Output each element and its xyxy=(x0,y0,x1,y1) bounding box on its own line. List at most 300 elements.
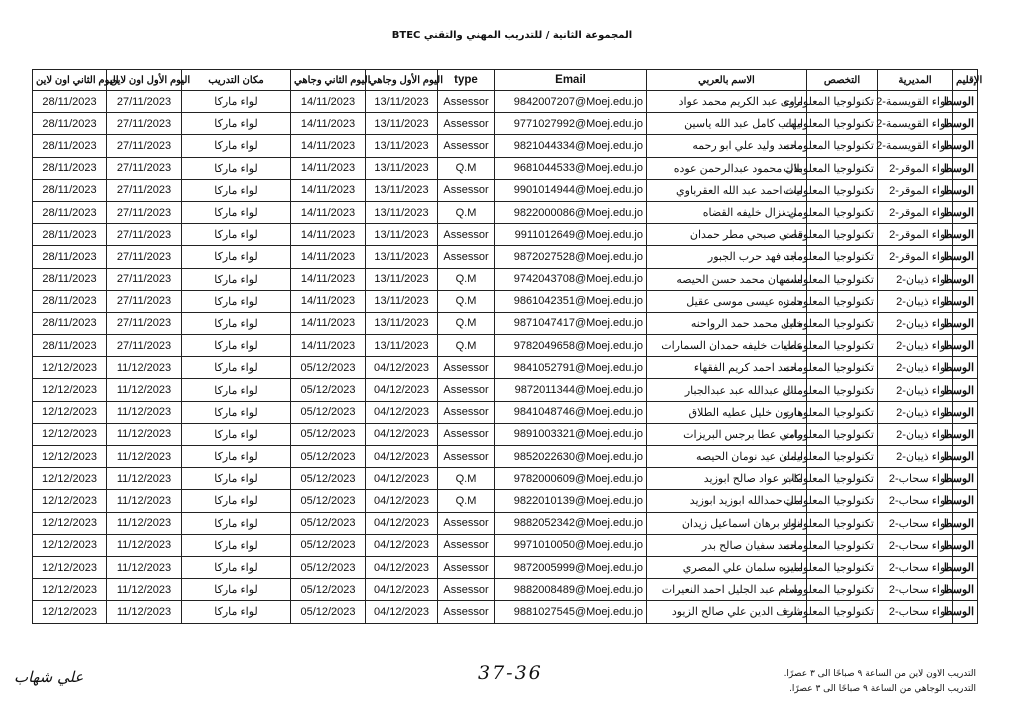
cell-directorate: لواء الموقر-2 xyxy=(878,224,953,246)
cell-training-place: لواء ماركا xyxy=(182,335,291,357)
cell-email: 9971010050@Moej.edu.jo xyxy=(495,534,647,556)
cell-region: الوسط xyxy=(953,179,978,201)
cell-directorate: لواء ذيبان-2 xyxy=(878,268,953,290)
cell-day1-f2f: 04/12/2023 xyxy=(366,357,438,379)
cell-name: حمزه عيسى موسى عقيل xyxy=(647,290,807,312)
cell-day1-online: 27/11/2023 xyxy=(107,224,182,246)
cell-directorate: لواء الموقر-2 xyxy=(878,179,953,201)
col-header-email: Email xyxy=(495,70,647,91)
cell-day2-online: 28/11/2023 xyxy=(33,246,107,268)
cell-type: Assessor xyxy=(438,556,495,578)
cell-day1-f2f: 13/11/2023 xyxy=(366,268,438,290)
cell-directorate: لواء ذيبان-2 xyxy=(878,290,953,312)
cell-specialization: تكنولوجيا المعلومات xyxy=(807,512,878,534)
cell-day2-f2f: 05/12/2023 xyxy=(291,534,366,556)
cell-day1-online: 11/12/2023 xyxy=(107,512,182,534)
cell-day1-f2f: 04/12/2023 xyxy=(366,556,438,578)
cell-type: Assessor xyxy=(438,246,495,268)
cell-training-place: لواء ماركا xyxy=(182,579,291,601)
cell-email: 9911012649@Moej.edu.jo xyxy=(495,224,647,246)
cell-specialization: تكنولوجيا المعلومات xyxy=(807,335,878,357)
cell-day1-online: 27/11/2023 xyxy=(107,157,182,179)
cell-email: 9861042351@Moej.edu.jo xyxy=(495,290,647,312)
cell-day2-f2f: 14/11/2023 xyxy=(291,157,366,179)
cell-directorate: لواء الموقر-2 xyxy=(878,157,953,179)
cell-training-place: لواء ماركا xyxy=(182,468,291,490)
table-row xyxy=(33,224,978,246)
cell-day2-f2f: 05/12/2023 xyxy=(291,446,366,468)
cell-day2-online: 28/11/2023 xyxy=(33,201,107,223)
cell-type: Assessor xyxy=(438,91,495,113)
cell-name: ليث احمد عبد الله العقرباوي xyxy=(647,179,807,201)
cell-name: رامي عطا برجس البريزات xyxy=(647,423,807,445)
cell-specialization: تكنولوجيا المعلومات xyxy=(807,312,878,334)
cell-type: Q.M xyxy=(438,335,495,357)
cell-email: 9872011344@Moej.edu.jo xyxy=(495,379,647,401)
cell-specialization: تكنولوجيا المعلومات xyxy=(807,446,878,468)
cell-type: Q.M xyxy=(438,490,495,512)
cell-day1-online: 27/11/2023 xyxy=(107,246,182,268)
cell-region: الوسط xyxy=(953,601,978,623)
cell-specialization: تكنولوجيا المعلومات xyxy=(807,401,878,423)
cell-day1-online: 27/11/2023 xyxy=(107,312,182,334)
table-row xyxy=(33,157,978,179)
cell-training-place: لواء ماركا xyxy=(182,312,291,334)
cell-day2-online: 12/12/2023 xyxy=(33,490,107,512)
col-header-directorate: المديرية xyxy=(878,70,953,91)
cell-day2-f2f: 05/12/2023 xyxy=(291,379,366,401)
cell-day2-online: 12/12/2023 xyxy=(33,556,107,578)
cell-name: منال عبدالله عبد عبدالجبار xyxy=(647,379,807,401)
cell-directorate: لواء ذيبان-2 xyxy=(878,401,953,423)
cell-region: الوسط xyxy=(953,91,978,113)
document-title: المجموعة الثانية / للتدريب المهني والتقني BTEC xyxy=(391,30,633,41)
cell-day1-online: 11/12/2023 xyxy=(107,601,182,623)
cell-directorate: لواء سحاب-2 xyxy=(878,556,953,578)
table-row xyxy=(33,601,978,623)
cell-email: 9871047417@Moej.edu.jo xyxy=(495,312,647,334)
cell-training-place: لواء ماركا xyxy=(182,179,291,201)
cell-training-place: لواء ماركا xyxy=(182,601,291,623)
cell-day2-f2f: 05/12/2023 xyxy=(291,468,366,490)
cell-day1-f2f: 13/11/2023 xyxy=(366,290,438,312)
cell-directorate: لواء سحاب-2 xyxy=(878,512,953,534)
cell-day1-online: 27/11/2023 xyxy=(107,290,182,312)
note-f2f-hours: التدريب الوجاهي من الساعة ٩ صباحًا الى ٣ عصرًا. xyxy=(789,684,976,694)
cell-specialization: تكنولوجيا المعلومات xyxy=(807,135,878,157)
cell-type: Assessor xyxy=(438,423,495,445)
cell-type: Assessor xyxy=(438,224,495,246)
cell-specialization: تكنولوجيا المعلومات xyxy=(807,224,878,246)
cell-day2-f2f: 05/12/2023 xyxy=(291,579,366,601)
cell-day2-online: 28/11/2023 xyxy=(33,113,107,135)
cell-day1-f2f: 13/11/2023 xyxy=(366,179,438,201)
cell-region: الوسط xyxy=(953,423,978,445)
footer-notes xyxy=(784,667,976,697)
cell-day2-f2f: 05/12/2023 xyxy=(291,357,366,379)
cell-specialization: تكنولوجيا المعلومات xyxy=(807,268,878,290)
table-row xyxy=(33,423,978,445)
cell-training-place: لواء ماركا xyxy=(182,113,291,135)
cell-name: محمد سفيان صالح بدر xyxy=(647,534,807,556)
cell-training-place: لواء ماركا xyxy=(182,379,291,401)
cell-training-place: لواء ماركا xyxy=(182,157,291,179)
cell-day2-f2f: 14/11/2023 xyxy=(291,201,366,223)
cell-day1-f2f: 13/11/2023 xyxy=(366,335,438,357)
cell-directorate: لواء الموقر-2 xyxy=(878,246,953,268)
cell-day2-f2f: 05/12/2023 xyxy=(291,556,366,578)
cell-email: 9681044533@Moej.edu.jo xyxy=(495,157,647,179)
cell-type: Assessor xyxy=(438,534,495,556)
col-header-name: الاسم بالعربي xyxy=(647,70,807,91)
cell-training-place: لواء ماركا xyxy=(182,446,291,468)
table-header-row xyxy=(33,70,978,91)
cell-day2-online: 28/11/2023 xyxy=(33,335,107,357)
cell-day1-online: 11/12/2023 xyxy=(107,379,182,401)
cell-day2-online: 28/11/2023 xyxy=(33,268,107,290)
cell-email: 9842007207@Moej.edu.jo xyxy=(495,91,647,113)
cell-day1-f2f: 13/11/2023 xyxy=(366,91,438,113)
page-number: 37-36 xyxy=(478,662,543,684)
cell-email: 9771027992@Moej.edu.jo xyxy=(495,113,647,135)
cell-specialization: تكنولوجيا المعلومات xyxy=(807,290,878,312)
table-row xyxy=(33,290,978,312)
cell-name: ايهاب كامل عبد الله ياسين xyxy=(647,113,807,135)
table-row xyxy=(33,246,978,268)
table-row xyxy=(33,579,978,601)
cell-email: 9872027528@Moej.edu.jo xyxy=(495,246,647,268)
col-header-type: type xyxy=(438,70,495,91)
cell-day2-online: 12/12/2023 xyxy=(33,401,107,423)
cell-specialization: تكنولوجيا المعلومات xyxy=(807,157,878,179)
cell-directorate: لواء ذيبان-2 xyxy=(878,357,953,379)
cell-type: Assessor xyxy=(438,379,495,401)
table-row xyxy=(33,135,978,157)
cell-type: Assessor xyxy=(438,401,495,423)
cell-name: ايمان عيد نومان الحيصه xyxy=(647,446,807,468)
cell-day2-online: 28/11/2023 xyxy=(33,135,107,157)
cell-day1-f2f: 04/12/2023 xyxy=(366,401,438,423)
cell-region: الوسط xyxy=(953,379,978,401)
col-header-region: الإقليم xyxy=(953,70,978,91)
cell-region: الوسط xyxy=(953,335,978,357)
cell-type: Assessor xyxy=(438,179,495,201)
cell-training-place: لواء ماركا xyxy=(182,201,291,223)
cell-directorate: لواء سحاب-2 xyxy=(878,534,953,556)
cell-email: 9782000609@Moej.edu.jo xyxy=(495,468,647,490)
cell-name: اكابر عواد صالح ابوزيد xyxy=(647,468,807,490)
cell-day1-f2f: 13/11/2023 xyxy=(366,113,438,135)
cell-directorate: لواء ذيبان-2 xyxy=(878,312,953,334)
col-header-day1-online: اليوم الأول اون لاين xyxy=(107,70,182,91)
cell-type: Assessor xyxy=(438,446,495,468)
cell-region: الوسط xyxy=(953,113,978,135)
table-row xyxy=(33,556,978,578)
cell-name: مجد فهد حرب الجبور xyxy=(647,246,807,268)
cell-day2-online: 28/11/2023 xyxy=(33,157,107,179)
cell-training-place: لواء ماركا xyxy=(182,534,291,556)
cell-day2-online: 12/12/2023 xyxy=(33,423,107,445)
cell-name: هارون خليل عطيه الطلاق xyxy=(647,401,807,423)
cell-email: 9881027545@Moej.edu.jo xyxy=(495,601,647,623)
cell-email: 9901014944@Moej.edu.jo xyxy=(495,179,647,201)
cell-directorate: لواء القويسمة-2 xyxy=(878,91,953,113)
table-row xyxy=(33,312,978,334)
cell-region: الوسط xyxy=(953,312,978,334)
cell-specialization: تكنولوجيا المعلومات xyxy=(807,534,878,556)
note-online-hours: التدريب الاون لاين من الساعة ٩ صباحًا الى ٣ عصرًا. xyxy=(783,669,976,679)
cell-training-place: لواء ماركا xyxy=(182,290,291,312)
cell-directorate: لواء ذيبان-2 xyxy=(878,379,953,401)
cell-day1-online: 27/11/2023 xyxy=(107,335,182,357)
table-row xyxy=(33,201,978,223)
cell-region: الوسط xyxy=(953,512,978,534)
cell-day1-online: 11/12/2023 xyxy=(107,446,182,468)
cell-day1-f2f: 04/12/2023 xyxy=(366,468,438,490)
table-row xyxy=(33,91,978,113)
cell-region: الوسط xyxy=(953,246,978,268)
cell-name: عطيات خليفه حمدان السمارات xyxy=(647,335,807,357)
cell-day2-online: 12/12/2023 xyxy=(33,579,107,601)
cell-training-place: لواء ماركا xyxy=(182,357,291,379)
cell-region: الوسط xyxy=(953,446,978,468)
cell-directorate: لواء سحاب-2 xyxy=(878,490,953,512)
cell-day2-f2f: 14/11/2023 xyxy=(291,135,366,157)
cell-type: Assessor xyxy=(438,512,495,534)
cell-day2-online: 12/12/2023 xyxy=(33,446,107,468)
cell-directorate: لواء القويسمة-2 xyxy=(878,113,953,135)
cell-day1-f2f: 04/12/2023 xyxy=(366,446,438,468)
cell-specialization: تكنولوجيا المعلومات xyxy=(807,113,878,135)
cell-day1-online: 27/11/2023 xyxy=(107,91,182,113)
cell-day1-online: 11/12/2023 xyxy=(107,357,182,379)
cell-day2-online: 28/11/2023 xyxy=(33,224,107,246)
cell-region: الوسط xyxy=(953,468,978,490)
cell-day1-online: 11/12/2023 xyxy=(107,490,182,512)
cell-region: الوسط xyxy=(953,401,978,423)
cell-day2-online: 12/12/2023 xyxy=(33,379,107,401)
cell-day1-online: 27/11/2023 xyxy=(107,113,182,135)
cell-directorate: لواء سحاب-2 xyxy=(878,601,953,623)
cell-region: الوسط xyxy=(953,534,978,556)
cell-day1-f2f: 13/11/2023 xyxy=(366,224,438,246)
cell-name: مي نزال خليفه القضاه xyxy=(647,201,807,223)
cell-name: امل حمدالله ابوزيد ابوزيد xyxy=(647,490,807,512)
cell-day2-online: 28/11/2023 xyxy=(33,290,107,312)
cell-email: 9882008489@Moej.edu.jo xyxy=(495,579,647,601)
cell-name: انوار برهان اسماعيل زيدان xyxy=(647,512,807,534)
cell-day1-online: 11/12/2023 xyxy=(107,556,182,578)
cell-day2-f2f: 14/11/2023 xyxy=(291,290,366,312)
col-header-day2-online: اليوم الثاني اون لاين xyxy=(33,70,107,91)
cell-day2-f2f: 05/12/2023 xyxy=(291,490,366,512)
cell-day1-f2f: 13/11/2023 xyxy=(366,157,438,179)
table-row xyxy=(33,446,978,468)
cell-training-place: لواء ماركا xyxy=(182,91,291,113)
cell-day1-f2f: 13/11/2023 xyxy=(366,135,438,157)
cell-day2-online: 28/11/2023 xyxy=(33,91,107,113)
cell-directorate: لواء ذيبان-2 xyxy=(878,446,953,468)
cell-day1-online: 27/11/2023 xyxy=(107,135,182,157)
cell-name: قصي صبحي مطر حمدان xyxy=(647,224,807,246)
cell-day2-f2f: 05/12/2023 xyxy=(291,601,366,623)
cell-email: 9782049658@Moej.edu.jo xyxy=(495,335,647,357)
col-header-training-place: مكان التدريب xyxy=(182,70,291,91)
cell-region: الوسط xyxy=(953,490,978,512)
cell-email: 9882052342@Moej.edu.jo xyxy=(495,512,647,534)
table-row xyxy=(33,401,978,423)
cell-type: Assessor xyxy=(438,113,495,135)
cell-day2-f2f: 14/11/2023 xyxy=(291,312,366,334)
cell-day1-online: 11/12/2023 xyxy=(107,468,182,490)
cell-type: Q.M xyxy=(438,290,495,312)
cell-day1-f2f: 13/11/2023 xyxy=(366,312,438,334)
cell-training-place: لواء ماركا xyxy=(182,268,291,290)
cell-training-place: لواء ماركا xyxy=(182,135,291,157)
cell-specialization: تكنولوجيا المعلومات xyxy=(807,246,878,268)
cell-email: 9872005999@Moej.edu.jo xyxy=(495,556,647,578)
cell-day1-f2f: 04/12/2023 xyxy=(366,490,438,512)
table-row xyxy=(33,379,978,401)
cell-email: 9821044334@Moej.edu.jo xyxy=(495,135,647,157)
cell-type: Assessor xyxy=(438,601,495,623)
cell-day1-f2f: 04/12/2023 xyxy=(366,579,438,601)
table-row xyxy=(33,512,978,534)
cell-day2-f2f: 05/12/2023 xyxy=(291,423,366,445)
cell-directorate: لواء ذيبان-2 xyxy=(878,423,953,445)
cell-training-place: لواء ماركا xyxy=(182,224,291,246)
cell-training-place: لواء ماركا xyxy=(182,490,291,512)
cell-day2-online: 12/12/2023 xyxy=(33,468,107,490)
table-row xyxy=(33,179,978,201)
cell-day2-online: 12/12/2023 xyxy=(33,357,107,379)
cell-specialization: تكنولوجيا المعلومات xyxy=(807,379,878,401)
cell-day2-online: 12/12/2023 xyxy=(33,534,107,556)
cell-name: بلال محمود عبدالرحمن عوده xyxy=(647,157,807,179)
cell-day1-online: 11/12/2023 xyxy=(107,423,182,445)
cell-day2-f2f: 14/11/2023 xyxy=(291,224,366,246)
cell-region: الوسط xyxy=(953,290,978,312)
cell-specialization: تكنولوجيا المعلومات xyxy=(807,357,878,379)
cell-day1-f2f: 13/11/2023 xyxy=(366,246,438,268)
cell-email: 9891003321@Moej.edu.jo xyxy=(495,423,647,445)
table-row xyxy=(33,268,978,290)
cell-directorate: لواء سحاب-2 xyxy=(878,579,953,601)
cell-training-place: لواء ماركا xyxy=(182,423,291,445)
cell-day1-online: 11/12/2023 xyxy=(107,401,182,423)
cell-specialization: تكنولوجيا المعلومات xyxy=(807,556,878,578)
cell-directorate: لواء الموقر-2 xyxy=(878,201,953,223)
cell-day1-online: 27/11/2023 xyxy=(107,201,182,223)
cell-specialization: تكنولوجيا المعلومات xyxy=(807,601,878,623)
cell-name: اروى عبد الكريم محمد عواد xyxy=(647,91,807,113)
cell-day1-f2f: 04/12/2023 xyxy=(366,512,438,534)
cell-day2-f2f: 14/11/2023 xyxy=(291,246,366,268)
cell-type: Q.M xyxy=(438,201,495,223)
cell-name: خليل محمد حمد الرواحنه xyxy=(647,312,807,334)
cell-day1-f2f: 04/12/2023 xyxy=(366,534,438,556)
cell-name: اسمهان محمد حسن الحيصه xyxy=(647,268,807,290)
cell-training-place: لواء ماركا xyxy=(182,512,291,534)
cell-region: الوسط xyxy=(953,556,978,578)
table-row xyxy=(33,534,978,556)
cell-specialization: تكنولوجيا المعلومات xyxy=(807,179,878,201)
cell-directorate: لواء سحاب-2 xyxy=(878,468,953,490)
cell-name: محمد احمد كريم الفقهاء xyxy=(647,357,807,379)
cell-specialization: تكنولوجيا المعلومات xyxy=(807,201,878,223)
cell-day2-online: 12/12/2023 xyxy=(33,601,107,623)
table-row xyxy=(33,468,978,490)
cell-region: الوسط xyxy=(953,157,978,179)
cell-type: Q.M xyxy=(438,157,495,179)
cell-type: Q.M xyxy=(438,312,495,334)
cell-day2-online: 12/12/2023 xyxy=(33,512,107,534)
cell-day2-online: 28/11/2023 xyxy=(33,179,107,201)
handwritten-signature: علي شهاب xyxy=(14,668,84,686)
cell-email: 9822000086@Moej.edu.jo xyxy=(495,201,647,223)
cell-training-place: لواء ماركا xyxy=(182,246,291,268)
cell-email: 9822010139@Moej.edu.jo xyxy=(495,490,647,512)
cell-day1-f2f: 04/12/2023 xyxy=(366,601,438,623)
cell-specialization: تكنولوجيا المعلومات xyxy=(807,423,878,445)
col-header-specialization: التخصص xyxy=(807,70,878,91)
cell-day2-f2f: 05/12/2023 xyxy=(291,512,366,534)
cell-day1-online: 27/11/2023 xyxy=(107,268,182,290)
cell-day2-f2f: 14/11/2023 xyxy=(291,91,366,113)
table-row xyxy=(33,490,978,512)
cell-type: Q.M xyxy=(438,268,495,290)
cell-training-place: لواء ماركا xyxy=(182,556,291,578)
cell-type: Assessor xyxy=(438,579,495,601)
cell-day2-f2f: 14/11/2023 xyxy=(291,179,366,201)
cell-day1-online: 27/11/2023 xyxy=(107,179,182,201)
cell-region: الوسط xyxy=(953,268,978,290)
cell-day1-f2f: 13/11/2023 xyxy=(366,201,438,223)
cell-region: الوسط xyxy=(953,579,978,601)
cell-directorate: لواء ذيبان-2 xyxy=(878,335,953,357)
cell-day2-f2f: 14/11/2023 xyxy=(291,113,366,135)
col-header-day2-f2f: اليوم الثاني وجاهي xyxy=(291,70,366,91)
cell-type: Assessor xyxy=(438,357,495,379)
participants-table xyxy=(32,69,983,624)
cell-day2-online: 28/11/2023 xyxy=(33,312,107,334)
cell-email: 9841048746@Moej.edu.jo xyxy=(495,401,647,423)
cell-region: الوسط xyxy=(953,201,978,223)
cell-region: الوسط xyxy=(953,224,978,246)
cell-specialization: تكنولوجيا المعلومات xyxy=(807,91,878,113)
cell-specialization: تكنولوجيا المعلومات xyxy=(807,468,878,490)
cell-day2-f2f: 14/11/2023 xyxy=(291,268,366,290)
cell-name: وسام عبد الجليل احمد النعيرات xyxy=(647,579,807,601)
cell-specialization: تكنولوجيا المعلومات xyxy=(807,490,878,512)
table-row xyxy=(33,335,978,357)
cell-email: 9841052791@Moej.edu.jo xyxy=(495,357,647,379)
col-header-day1-f2f: اليوم الأول وجاهي xyxy=(366,70,438,91)
cell-specialization: تكنولوجيا المعلومات xyxy=(807,579,878,601)
cell-name: محمد وليد علي ابو رحمه xyxy=(647,135,807,157)
cell-day2-f2f: 14/11/2023 xyxy=(291,335,366,357)
cell-email: 9742043708@Moej.edu.jo xyxy=(495,268,647,290)
cell-day1-f2f: 04/12/2023 xyxy=(366,379,438,401)
cell-name: اميره سلمان علي المصري xyxy=(647,556,807,578)
cell-day1-f2f: 04/12/2023 xyxy=(366,423,438,445)
cell-directorate: لواء القويسمة-2 xyxy=(878,135,953,157)
cell-day1-online: 11/12/2023 xyxy=(107,534,182,556)
cell-day1-online: 11/12/2023 xyxy=(107,579,182,601)
table-body xyxy=(33,91,978,624)
cell-type: Q.M xyxy=(438,468,495,490)
cell-type: Assessor xyxy=(438,135,495,157)
